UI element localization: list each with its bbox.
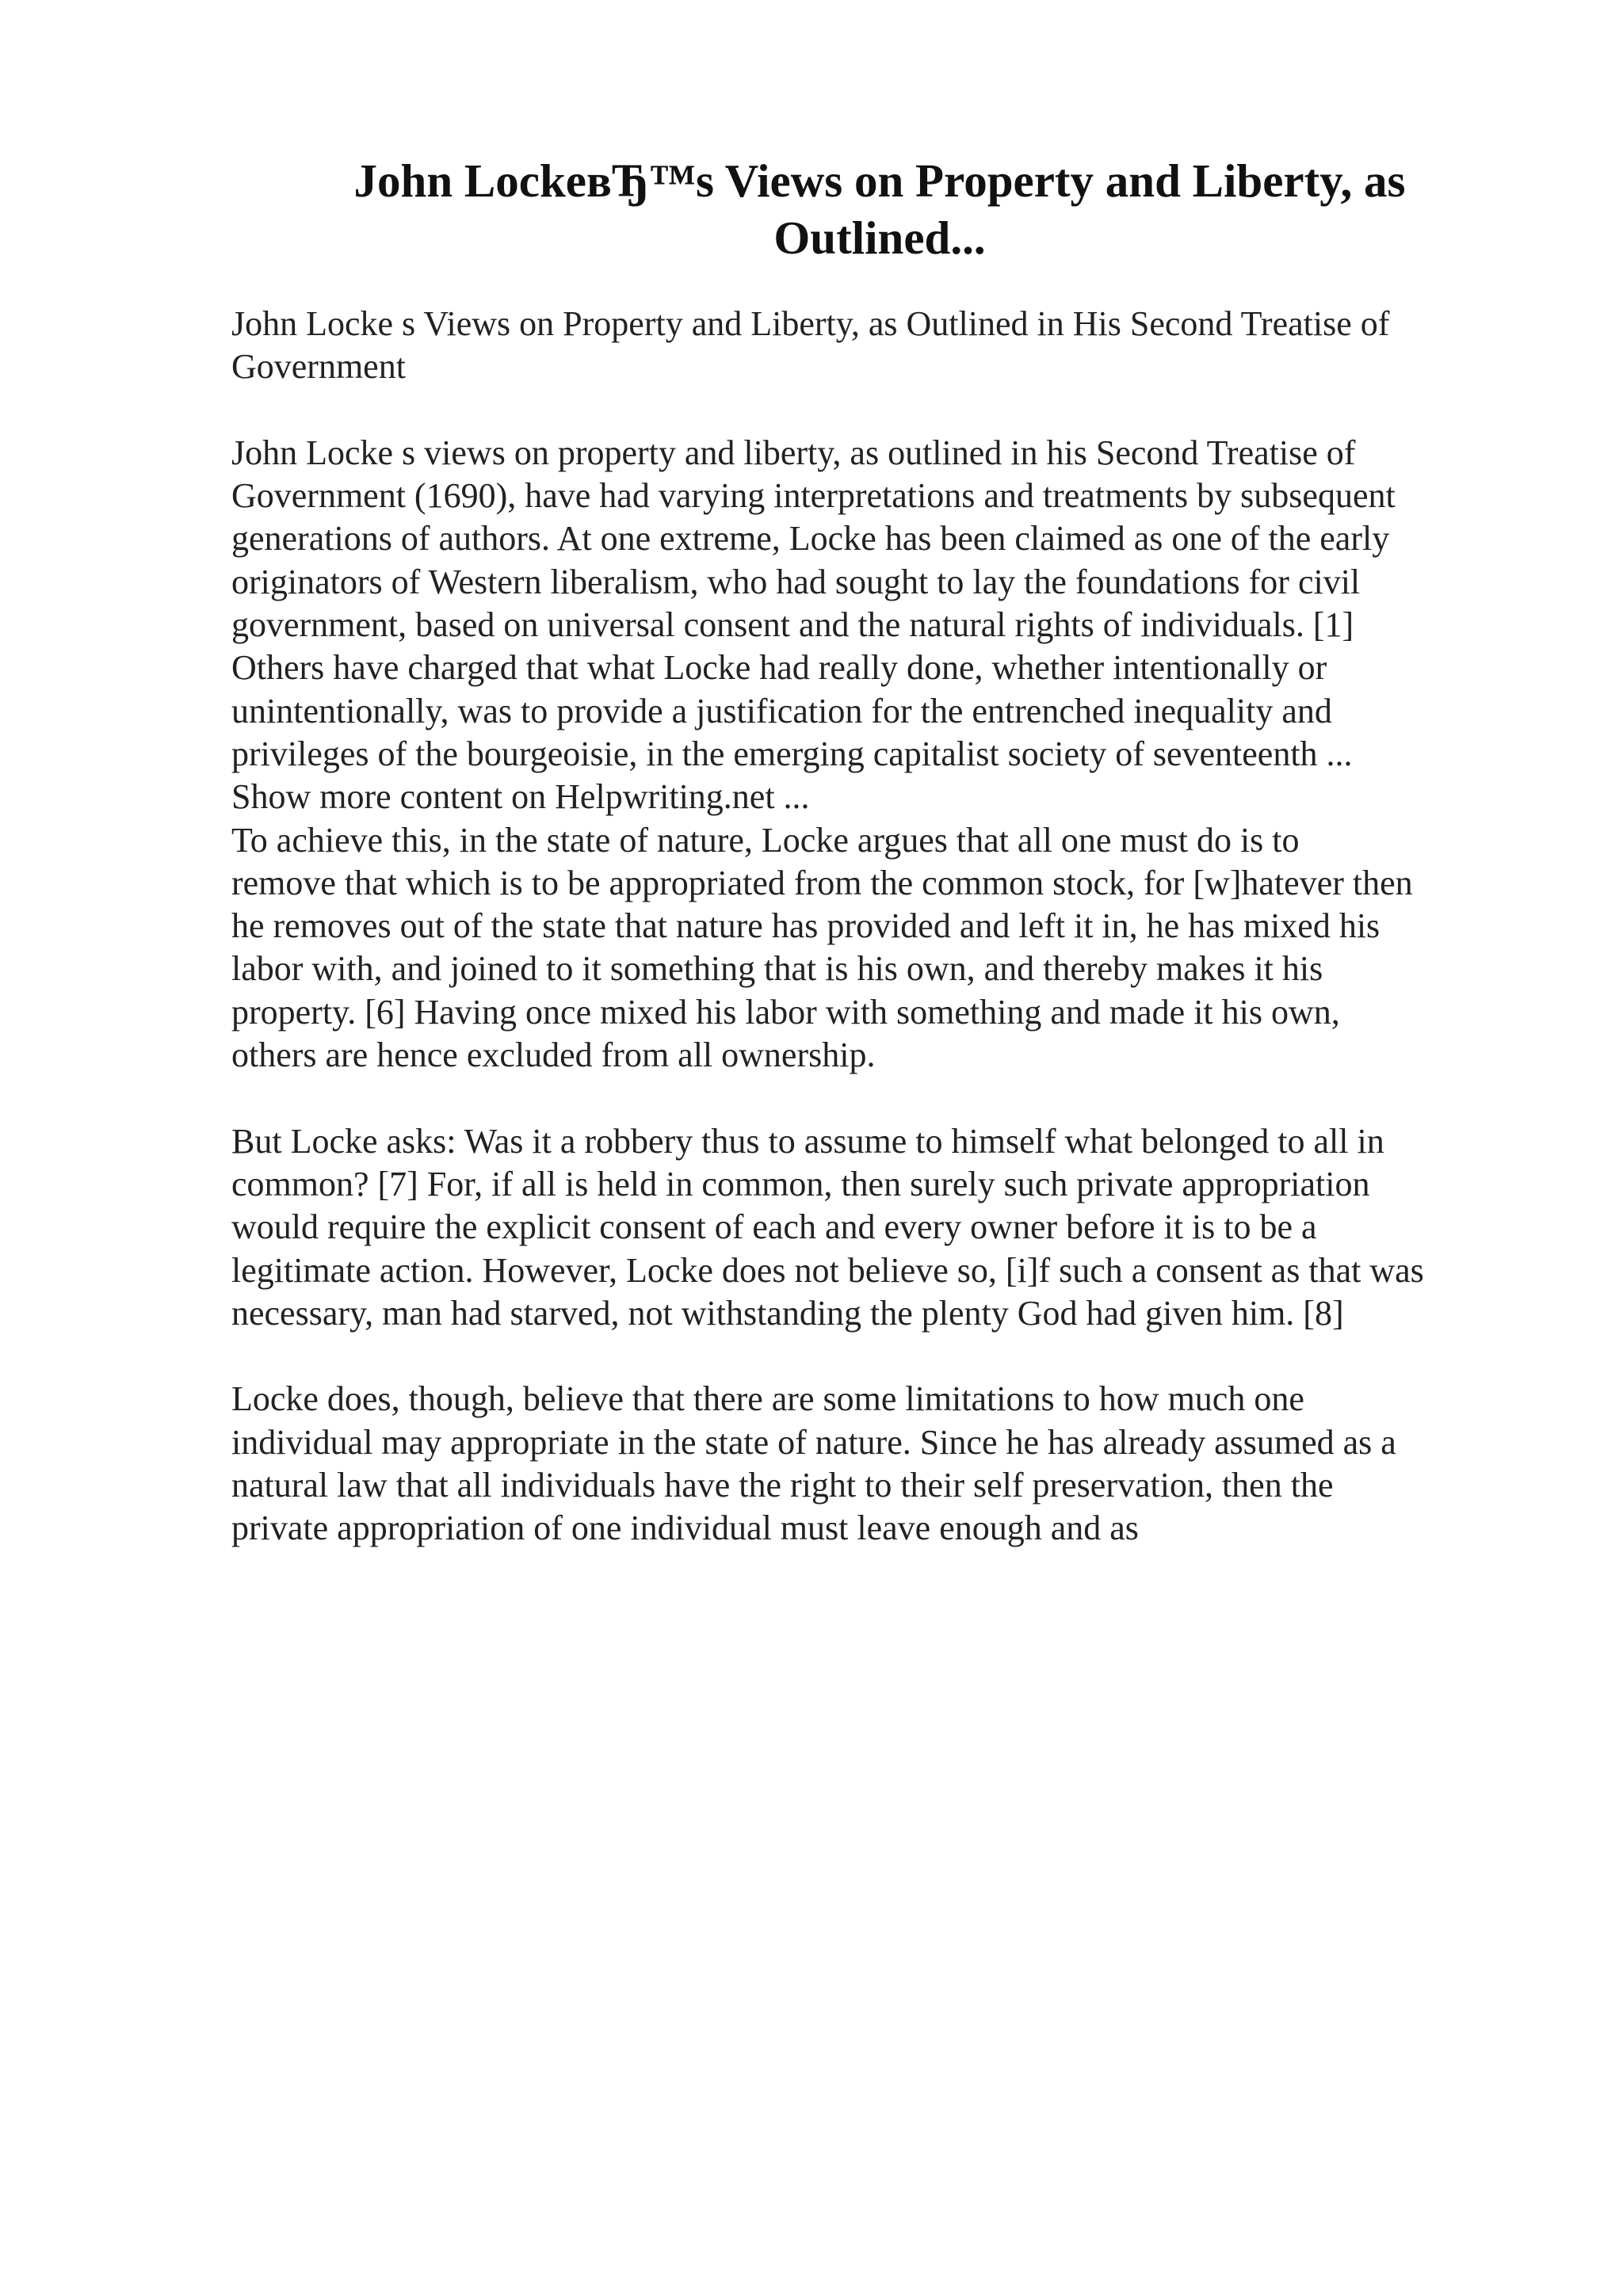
paragraph-1: John Locke s views on property and liberty, as outlined in his Second Treatise of Government (1690), have had varying interpretations and treatments by subsequent generations of authors. At one extreme, Locke has been claimed as one of the early originators of Western liberalism, who had sought to lay the foundations for civil government, based on universal consent and the natural rights of individuals. [1] Others have charged that what Locke had really done, whether intentionally or unintentionally, was to provide a justification for the entrenched inequality and privileges of the bourgeoisie, in the emerging capitalist society of seventeenth ... [231, 433, 1396, 773]
paragraph-spacer [231, 389, 1515, 432]
paragraph-spacer [231, 1077, 1515, 1119]
document-body [231, 303, 1515, 1550]
paragraph-3: But Locke asks: Was it a robbery thus to assume to himself what belonged to all in common? [7] For, if all is held in common, then surely such private appropriation would require the explicit consent of each and every owner before it is to be a legitimate action. However, Locke does not believe so, [i]f such a consent as that was necessary, man had starved, not withstanding the plenty God had given him. [8] [231, 1121, 1424, 1333]
paragraph-spacer [231, 1335, 1515, 1378]
show-more-link[interactable]: Show more content on Helpwriting.net ... [231, 777, 810, 817]
document-title: John LockeвЂ™s Views on Property and Liberty, as Outlined... [353, 154, 1406, 264]
paragraph-4: Locke does, though, believe that there are some limitations to how much one individual may appropriate in the state of nature. Since he has already assumed as a natural law that all individuals have the right to their self preservation, then the private appropriation of one individual must leave enough and as [231, 1379, 1396, 1548]
paragraph-2: To achieve this, in the state of nature, Locke argues that all one must do is to remove that which is to be appropriated from the common stock, for [w]hatever then he removes out of the state that nature has provided and left it in, he has mixed his labor with, and joined to it something that is his own, and thereby makes it his property. [6] Having once mixed his labor with something and made it his own, others are hence excluded from all ownership. [231, 820, 1413, 1075]
subtitle: John Locke s Views on Property and Liberty, as Outlined in His Second Treatise of Government [231, 304, 1390, 387]
